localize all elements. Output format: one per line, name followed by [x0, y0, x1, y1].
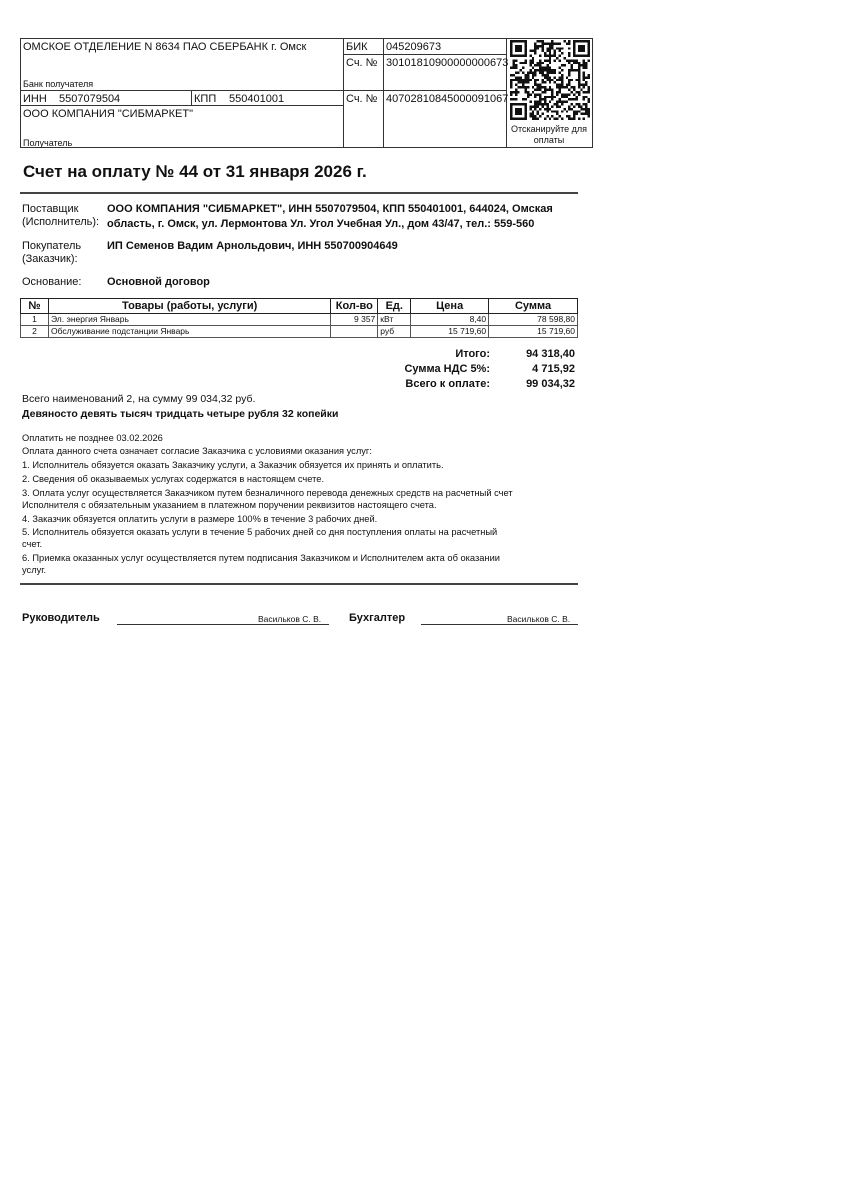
supplier-value-line2: область, г. Омск, ул. Лермонтова Ул. Угол Учебная Ул., дом 43/47, тел.: 559-560	[107, 218, 535, 230]
total-value: 94 318,40	[526, 348, 575, 360]
table-header-cell: Ед.	[378, 299, 411, 314]
items-count-line: Всего наименований 2, на сумму 99 034,32 руб.	[22, 393, 256, 405]
basis-value: Основной договор	[107, 276, 210, 288]
terms-line: Оплата данного счета означает согласие Заказчика с условиями оказания услуг:	[22, 446, 372, 456]
supplier-label	[22, 203, 99, 229]
row-item: Эл. энергия Январь	[48, 314, 330, 326]
supplier-value-line1: ООО КОМПАНИЯ "СИБМАРКЕТ", ИНН 5507079504, КПП 550401001, 644024, Омская	[107, 203, 553, 215]
row-item: Обслуживание подстанции Январь	[48, 326, 330, 338]
terms-line: 1. Исполнитель обязуется оказать Заказчику услуги, а Заказчик обязуется их принять и оплатить.	[22, 460, 444, 470]
kpp-value: 550401001	[229, 93, 285, 105]
terms-line: 5. Исполнитель обязуется оказать услуги в течение 5 рабочих дней со дня поступления оплаты на расчетный	[22, 527, 498, 537]
buyer-label-line2: (Заказчик):	[22, 253, 78, 265]
terms-line: Исполнителя с обязательным указанием в платежном поручении реквизитов настоящего счета.	[22, 500, 437, 510]
qr-code-icon[interactable]	[510, 40, 590, 120]
supplier-value	[107, 202, 553, 232]
recipient-name: ООО КОМПАНИЯ "СИБМАРКЕТ"	[23, 108, 194, 120]
row-sum: 78 598,80	[489, 314, 578, 326]
accountant-signature-line	[421, 624, 578, 625]
basis-label: Основание:	[22, 276, 82, 288]
terms-line: 4. Заказчик обязуется оплатить услуги в размере 100% в течение 3 рабочих дней.	[22, 514, 378, 524]
row-price: 15 719,60	[411, 326, 489, 338]
bik-value: 045209673	[386, 41, 442, 53]
head-signature-line	[117, 624, 329, 625]
kpp-label: КПП	[194, 93, 217, 105]
row-quantity: 9 357	[331, 314, 378, 326]
table-header-cell: №	[21, 299, 49, 314]
table-row	[21, 326, 578, 338]
table-header-row	[21, 299, 578, 314]
bank-label: Банк получателя	[23, 79, 94, 89]
corr-account-value: 30101810900000000673	[386, 57, 509, 69]
corr-account-label: Сч. №	[346, 57, 378, 69]
account-label: Сч. №	[346, 93, 378, 105]
row-unit: кВт	[378, 314, 411, 326]
head-signature-name: Васильков С. В.	[258, 614, 322, 624]
accountant-signature-name: Васильков С. В.	[507, 614, 571, 624]
row-number: 1	[21, 314, 49, 326]
terms-line: услуг.	[22, 565, 47, 575]
inn-value: 5507079504	[59, 93, 121, 105]
vat-value: 4 715,92	[532, 363, 575, 375]
head-signature-label: Руководитель	[22, 612, 100, 624]
row-quantity	[331, 326, 378, 338]
row-unit: руб	[378, 326, 411, 338]
items-table	[20, 298, 578, 338]
qr-caption: Отсканируйте для оплаты	[511, 124, 587, 145]
buyer-label	[22, 240, 81, 266]
table-header-cell: Кол-во	[331, 299, 378, 314]
terms-line: 3. Оплата услуг осуществляется Заказчиком путем безналичного перевода денежных средств на расчетный счет	[22, 488, 513, 498]
table-header-cell: Сумма	[489, 299, 578, 314]
buyer-label-line1: Покупатель	[22, 240, 82, 252]
buyer-value: ИП Семенов Вадим Арнольдович, ИНН 550700904649	[107, 240, 398, 252]
total-label: Итого:	[455, 348, 490, 360]
recipient-label: Получатель	[23, 138, 73, 148]
accountant-signature-label: Бухгалтер	[349, 612, 406, 624]
row-number: 2	[21, 326, 49, 338]
terms-line: счет.	[22, 539, 43, 549]
row-sum: 15 719,60	[489, 326, 578, 338]
table-row	[21, 314, 578, 326]
page-title: Счет на оплату № 44 от 31 января 2026 г.	[23, 162, 367, 181]
row-price: 8,40	[411, 314, 489, 326]
title-divider	[20, 192, 578, 194]
amount-in-words: Девяносто девять тысяч тридцать четыре рубля 32 копейки	[22, 408, 339, 420]
account-value: 40702810845000091067	[386, 93, 509, 105]
vat-label: Сумма НДС 5%:	[404, 363, 490, 375]
bik-label: БИК	[346, 41, 368, 53]
supplier-label-line2: (Исполнитель):	[22, 216, 100, 228]
pay-value: 99 034,32	[526, 378, 575, 390]
supplier-label-line1: Поставщик	[22, 203, 79, 215]
pay-label: Всего к оплате:	[405, 378, 490, 390]
inn-label: ИНН	[23, 93, 47, 105]
terms-line: 2. Сведения об оказываемых услугах содержатся в настоящем счете.	[22, 474, 325, 484]
table-header-cell: Товары (работы, услуги)	[48, 299, 330, 314]
bank-name: ОМСКОЕ ОТДЕЛЕНИЕ N 8634 ПАО СБЕРБАНК г. Омск	[23, 41, 307, 53]
terms-divider	[20, 583, 578, 585]
terms-line: 6. Приемка оказанных услуг осуществляется путем подписания Заказчиком и Исполнителем акта об оказании	[22, 553, 500, 563]
table-header-cell: Цена	[411, 299, 489, 314]
payment-deadline: Оплатить не позднее 03.02.2026	[22, 433, 163, 443]
